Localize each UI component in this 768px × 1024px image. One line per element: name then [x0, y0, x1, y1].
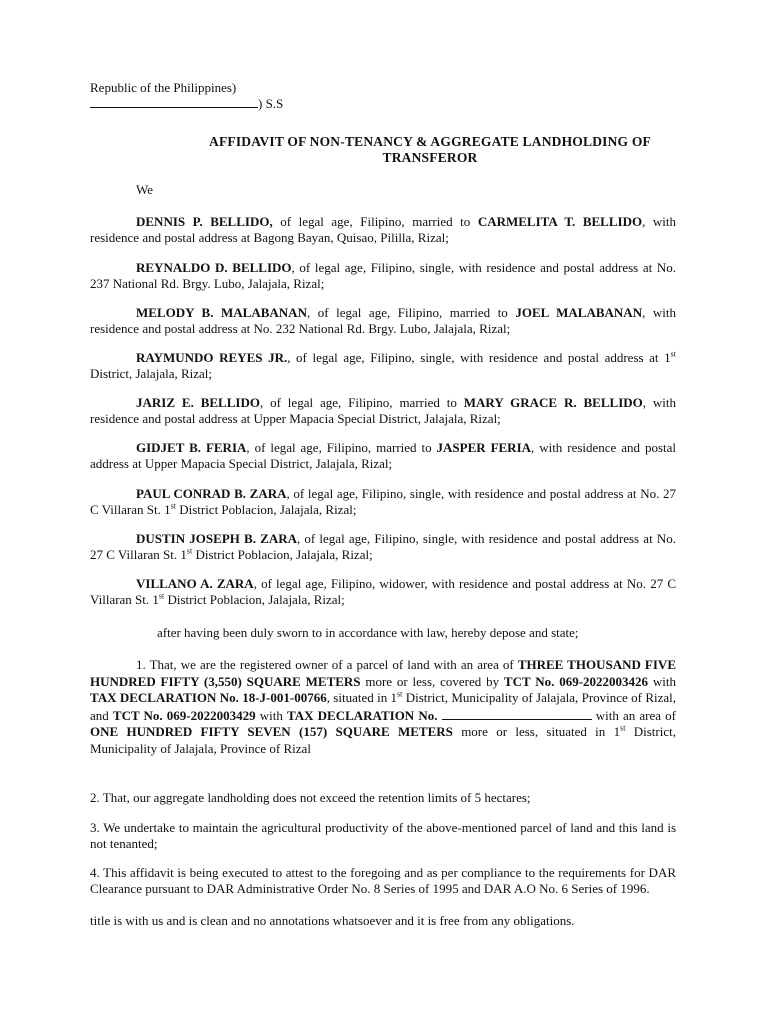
affiant-name: PAUL CONRAD B. ZARA — [136, 486, 287, 501]
affiant-paragraph — [90, 260, 676, 291]
affiant-name: JARIZ E. BELLIDO — [136, 395, 260, 410]
land-area-2: ONE HUNDRED FIFTY SEVEN (157) SQUARE METERS — [90, 724, 453, 739]
affiant-paragraph — [90, 576, 676, 607]
affiant-desc: , of legal age, Filipino, single, with residence and postal address at No. 27 C Villaran St. 1 — [90, 531, 676, 562]
affiant-name: MELODY B. MALABANAN — [136, 305, 307, 320]
ordinal-suffix: st — [397, 689, 403, 699]
affiant-name: REYNALDO D. BELLIDO — [136, 260, 292, 275]
item1-text: with an area of — [591, 707, 676, 723]
spouse-name: JOEL MALABANAN — [515, 305, 643, 320]
spouse-name: CARMELITA T. BELLIDO — [477, 214, 643, 229]
tax-declaration-1: TAX DECLARATION No. 18-J-001-00766 — [90, 690, 327, 705]
venue-ss: ) S.S — [258, 96, 284, 111]
affiant-desc: , of legal age, Filipino, single, with residence and postal address at No. 27 C Villaran St. 1 — [90, 486, 677, 517]
item1-text: more or less, covered by — [360, 673, 504, 689]
affiant-paragraph — [90, 440, 676, 471]
affiant-address: District, Jalajala, Rizal; — [90, 365, 213, 381]
affiant-address: , with residence and postal address at Upper Mapacia Special District, Jalajala, Rizal; — [90, 440, 676, 471]
ordinal-suffix: st — [620, 723, 626, 733]
affiant-desc: , of legal age, Filipino, married to — [259, 395, 464, 410]
affiant-name: VILLANO A. ZARA — [136, 576, 254, 591]
item1-text: with — [648, 673, 676, 689]
affiant-desc: , of legal age, Filipino, single, with residence and postal address at 1 — [287, 350, 671, 365]
venue-blank-line — [90, 95, 258, 108]
item1-text: District, Municipality of Jalajala, Province of Rizal, and — [90, 690, 677, 723]
ordinal-suffix: st — [670, 349, 676, 359]
item-2: 2. That, our aggregate landholding does not exceed the retention limits of 5 hectares; — [90, 790, 531, 805]
affiant-desc: , of legal age, Filipino, married to — [246, 440, 437, 455]
affiant-name: RAYMUNDO REYES JR. — [136, 350, 288, 365]
item-1 — [90, 657, 676, 757]
affiant-address: District Poblacion, Jalajala, Rizal; — [175, 501, 357, 517]
spouse-name: JASPER FERIA — [436, 440, 532, 455]
title-clean-statement: title is with us and is clean and no annotations whatsoever and it is free from any obligations. — [90, 913, 575, 928]
title-line-2: TRANSFEROR — [382, 149, 478, 165]
tct-number-1: TCT No. 069-2022003426 — [503, 673, 649, 689]
affiant-name: DUSTIN JOSEPH B. ZARA — [136, 531, 297, 546]
item1-text: , situated in 1 — [326, 690, 398, 705]
item1-text: with — [255, 707, 288, 723]
affiant-paragraph — [90, 486, 676, 517]
affiant-address: , with residence and postal address at Bagong Bayan, Quisao, Pililla, Rizal; — [90, 214, 676, 245]
item-3: 3. We undertake to maintain the agricultural productivity of the above-mentioned parcel of land and this land is not tenanted; — [90, 820, 676, 851]
affiant-address: District Poblacion, Jalajala, Rizal; — [164, 591, 345, 607]
tct-number-2: TCT No. 069-2022003429 — [112, 707, 256, 723]
affiant-desc: , of legal age, Filipino, single, with residence and postal address at No. 237 National Rd. Brgy. Lubo, Jalajala, Rizal; — [90, 260, 676, 291]
affiant-paragraph — [90, 305, 676, 336]
affiant-address: , with residence and postal address at Upper Mapacia Special District, Jalajala, Rizal; — [90, 395, 676, 426]
item1-text: District, Municipality of Jalajala, Province of Rizal — [90, 724, 676, 756]
intro-we: We — [136, 182, 153, 197]
sworn-statement: after having been duly sworn to in accordance with law, hereby depose and state; — [157, 625, 579, 640]
tax-declaration-2: TAX DECLARATION No. — [287, 707, 438, 723]
affiant-desc: of legal age, Filipino, married to — [272, 214, 478, 229]
ordinal-suffix: st — [186, 546, 193, 556]
ordinal-suffix: st — [170, 501, 176, 511]
tax-declaration-blank — [442, 707, 592, 720]
affiant-name: GIDJET B. FERIA — [136, 440, 247, 455]
document-title — [180, 134, 680, 165]
item1-text: 1. That, we are the registered owner of a parcel of land with an area of — [136, 657, 518, 672]
venue-ss-line — [90, 95, 676, 112]
affiant-paragraph — [90, 395, 676, 426]
land-area-1: THREE THOUSAND FIVE HUNDRED FIFTY (3,550) SQUARE METERS — [90, 657, 676, 689]
venue-republic: Republic of the Philippines) — [90, 80, 237, 95]
affiant-address: , with residence and postal address at No. 232 National Rd. Brgy. Lubo, Jalajala, Rizal; — [90, 305, 676, 336]
affiant-paragraph — [90, 350, 676, 381]
item1-text: more or less, situated in 1 — [452, 724, 621, 739]
ordinal-suffix: st — [158, 591, 165, 601]
affiant-paragraph — [90, 531, 676, 562]
affiant-address: District Poblacion, Jalajala, Rizal; — [192, 546, 373, 562]
affiant-desc: , of legal age, Filipino, married to — [306, 305, 516, 320]
affiant-name: DENNIS P. BELLIDO, — [136, 214, 273, 229]
spouse-name: MARY GRACE R. BELLIDO — [463, 395, 643, 410]
affiant-paragraph — [90, 214, 676, 245]
title-line-1: AFFIDAVIT OF NON-TENANCY & AGGREGATE LANDHOLDING OF — [209, 134, 651, 149]
item-4: 4. This affidavit is being executed to attest to the foregoing and as per compliance to the requirements for DAR Clearance pursuant to DAR Administrative Order No. 8 Series of 1995 and DAR A.O No. 6 Series of 1996. — [90, 865, 676, 896]
affiant-desc: , of legal age, Filipino, widower, with residence and postal address at No. 27 C Villaran St. 1 — [90, 576, 676, 607]
